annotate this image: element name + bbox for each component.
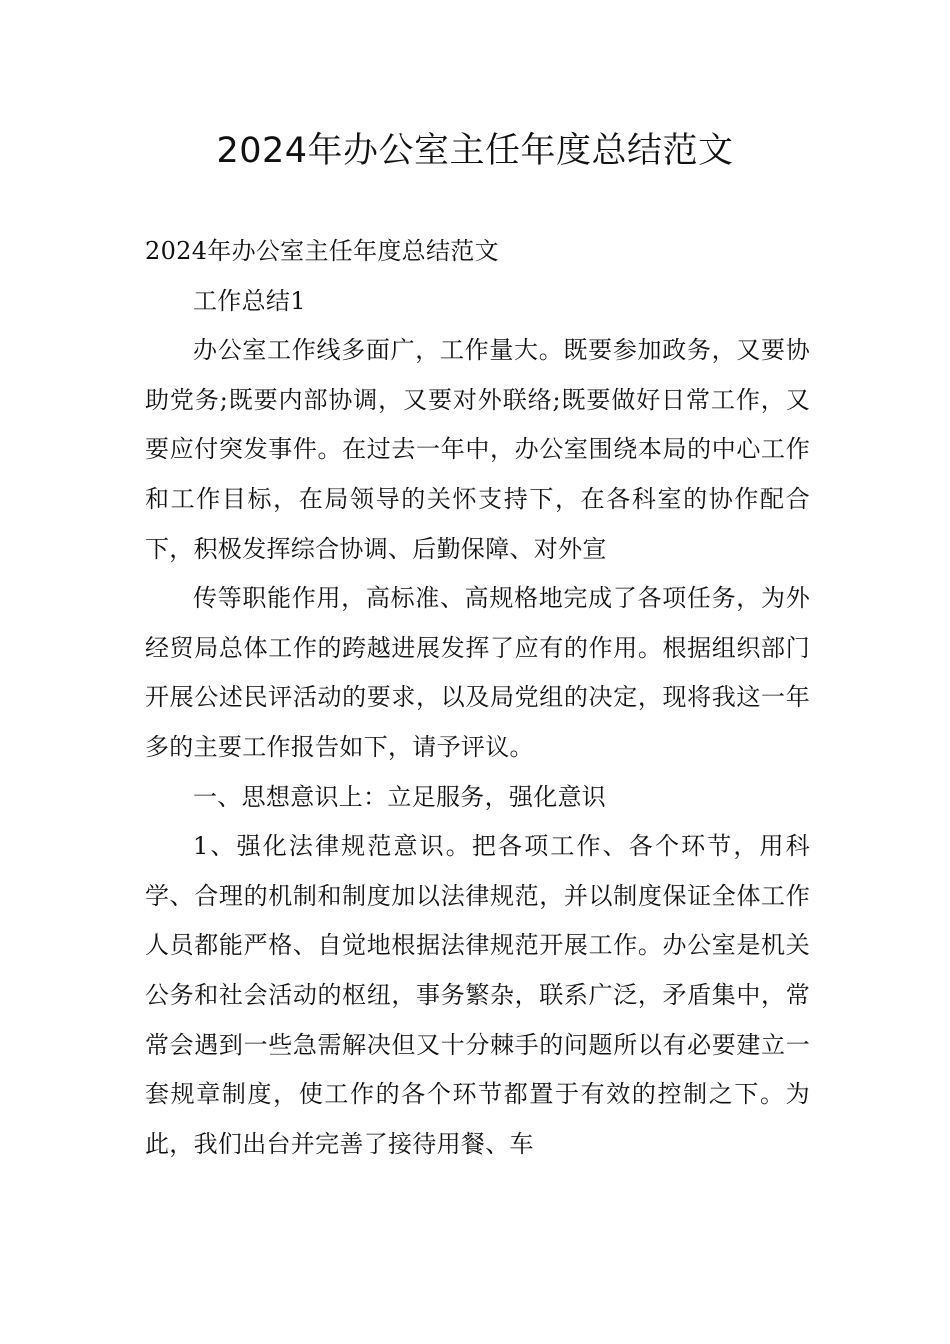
document-body <box>145 227 810 1169</box>
document-title: 2024年办公室主任年度总结范文 <box>216 131 734 171</box>
body-paragraph: 传等职能作用，高标准、高规格地完成了各项任务，为外经贸局总体工作的跨越进展发挥了应有的作用。根据组织部门开展公述民评活动的要求，以及局党组的决定，现将我这一年多的主要工作报告如下，请予评议。 <box>145 584 810 761</box>
subtitle-paragraph: 2024年办公室主任年度总结范文 <box>145 237 499 265</box>
body-paragraph: 1、强化法律规范意识。把各项工作、各个环节，用科学、合理的机制和制度加以法律规范，并以制度保证全体工作人员都能严格、自觉地根据法律规范开展工作。办公室是机关公务和社会活动的枢纽，事务繁杂，联系广泛，矛盾集中，常常会遇到一些急需解决但又十分棘手的问题所以有必要建立一套规章制度，使工作的各个环节都置于有效的控制之下。为此，我们出台并完善了接待用餐、车 <box>145 832 810 1158</box>
body-paragraph: 办公室工作线多面广，工作量大。既要参加政务，又要协助党务;既要内部协调，又要对外联络;既要做好日常工作，又要应付突发事件。在过去一年中，办公室围绕本局的中心工作和工作目标，在局领导的关怀支持下，在各科室的协作配合下，积极发挥综合协调、后勤保障、对外宣 <box>145 336 810 563</box>
section-heading: 一、思想意识上：立足服务，强化意识 <box>193 782 607 811</box>
section-heading-work-summary: 工作总结1 <box>193 286 306 315</box>
